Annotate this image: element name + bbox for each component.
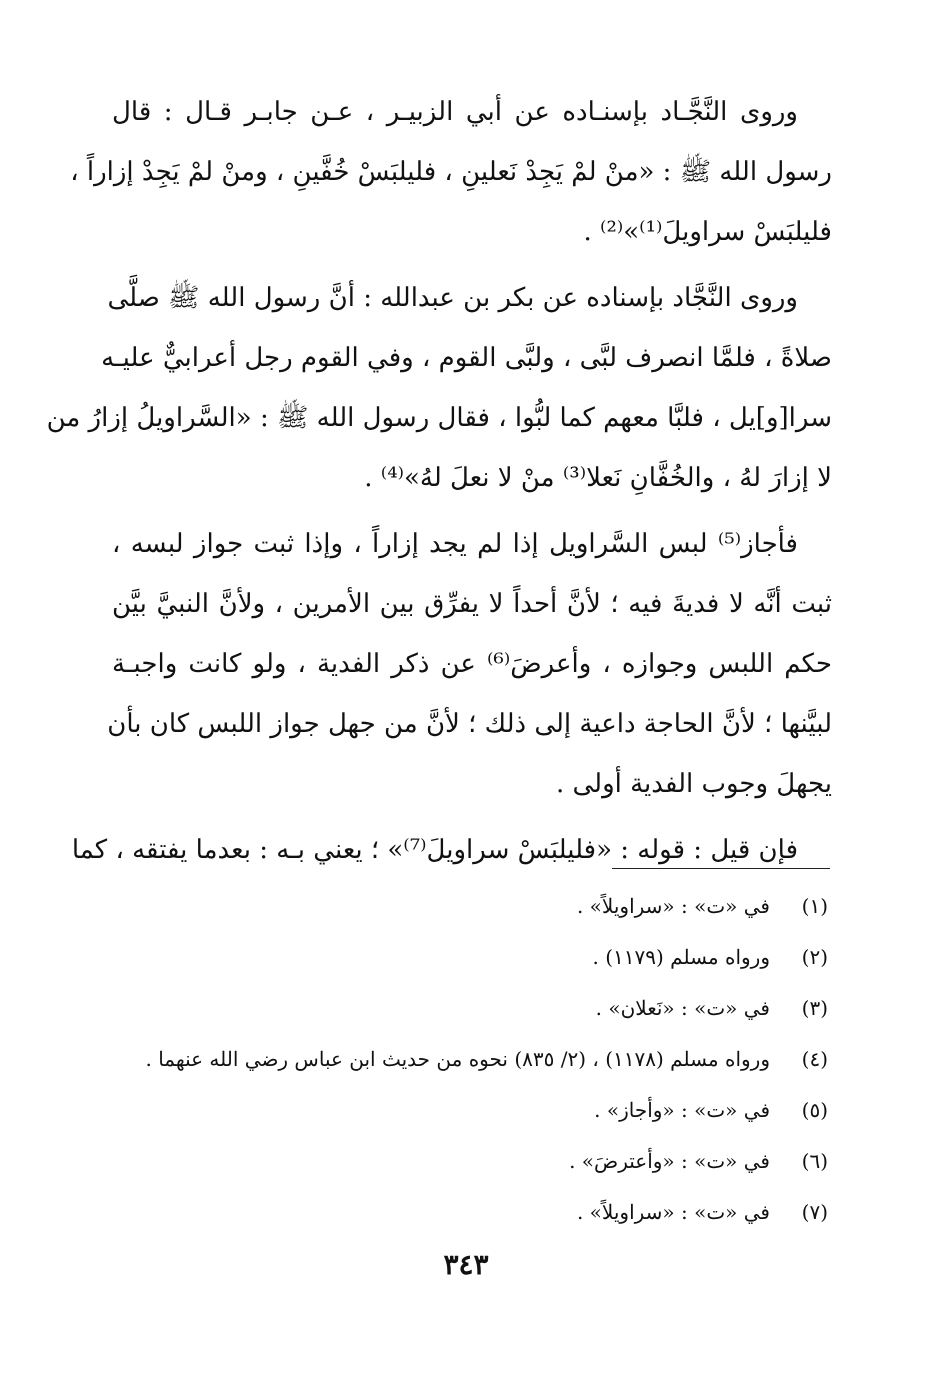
text-line: صلاةً ، فلمَّا انصرف لبَّى ، ولبَّى القوم ، وفي القوم رجل أعرابيٌّ عليـه	[101, 343, 832, 373]
text-line: فأجاز⁽⁵⁾ لبس السَّراويل إذا لم يجد إزاراً ، وإذا ثبت جواز لبسه ،	[112, 529, 798, 559]
page-number: ٣٤٣	[443, 1248, 489, 1281]
paragraph	[46, 268, 832, 508]
footnote-number: (٤)	[801, 1046, 828, 1071]
footnote-text: في «ت» : «وأجاز» .	[594, 1097, 770, 1122]
footnote	[112, 1033, 828, 1084]
footnote-text: ورواه مسلم (١١٧٩) .	[592, 944, 770, 969]
footnote-number: (٢)	[801, 944, 828, 969]
footnote	[112, 1135, 828, 1186]
footnote-text: في «ت» : «سراويلاً» .	[576, 1199, 770, 1224]
paragraph	[71, 820, 832, 880]
text-line: لا إزارَ لهُ ، والخُفَّانِ نَعلا⁽³⁾ منْ لا نعلَ لهُ»⁽⁴⁾ .	[364, 463, 832, 493]
text-line: فليلبَسْ سراويلَ⁽¹⁾»⁽²⁾ .	[583, 217, 832, 247]
footnote-text: في «ت» : «نَعلان» .	[595, 995, 770, 1020]
paragraph	[107, 514, 832, 814]
text-line: يجهلَ وجوب الفدية أولى .	[555, 769, 832, 799]
text-line: ثبت أنَّه لا فديةَ فيه ؛ لأنَّ أحداً لا يفرِّق بين الأمرين ، ولأنَّ النبيَّ بيَّن	[112, 589, 832, 619]
footnote-text: ورواه مسلم (١١٧٨) ، (٢/ ٨٣٥) نحوه من حديث ابن عباس رضي الله عنهما .	[145, 1046, 770, 1071]
footnote	[112, 982, 828, 1033]
footnote	[112, 1186, 828, 1237]
footnote-separator	[612, 868, 830, 869]
footnote-number: (٦)	[801, 1148, 828, 1173]
footnote	[112, 931, 828, 982]
footnote	[112, 880, 828, 931]
footnote-number: (٣)	[801, 995, 828, 1020]
main-text	[46, 82, 832, 880]
text-line: حكم اللبس وجوازه ، وأعرضَ⁽⁶⁾ عن ذكر الفدية ، ولو كانت واجبـة	[112, 649, 832, 679]
footnote-number: (٧)	[801, 1199, 828, 1224]
paragraph	[70, 82, 832, 262]
text-line: سرا[و]يل ، فلبَّا معهم كما لبُّوا ، فقال رسول الله ﷺ : «السَّراويلُ إزارُ من	[46, 403, 832, 433]
text-line: وروى النَّجَّاد بإسناده عن بكر بن عبدالله : أنَّ رسول الله ﷺ صلَّى	[107, 283, 798, 313]
text-line: فإن قيل : قوله : «فليلبَسْ سراويلَ⁽⁷⁾» ؛ يعني بـه : بعدما يفتقه ، كما	[71, 835, 798, 865]
footnote-text: في «ت» : «سراويلاً» .	[576, 893, 770, 918]
footnote-number: (٥)	[801, 1097, 828, 1122]
text-line: لبيَّنها ؛ لأنَّ الحاجة داعية إلى ذلك ؛ لأنَّ من جهل جواز اللبس كان بأن	[107, 709, 832, 739]
footnote-number: (١)	[801, 893, 828, 918]
text-line: وروى النَّجَّـاد بإسنـاده عن أبي الزبيـر ، عـن جابـر قـال : قال	[112, 97, 798, 127]
text-line: رسول الله ﷺ : «منْ لمْ يَجِدْ نَعلينِ ، فليلبَسْ خُفَّينِ ، ومنْ لمْ يَجِدْ إزاراً ،	[70, 157, 832, 187]
footnote-text: في «ت» : «وأعترضَ» .	[569, 1148, 770, 1173]
footnotes	[112, 880, 828, 1237]
footnote	[112, 1084, 828, 1135]
